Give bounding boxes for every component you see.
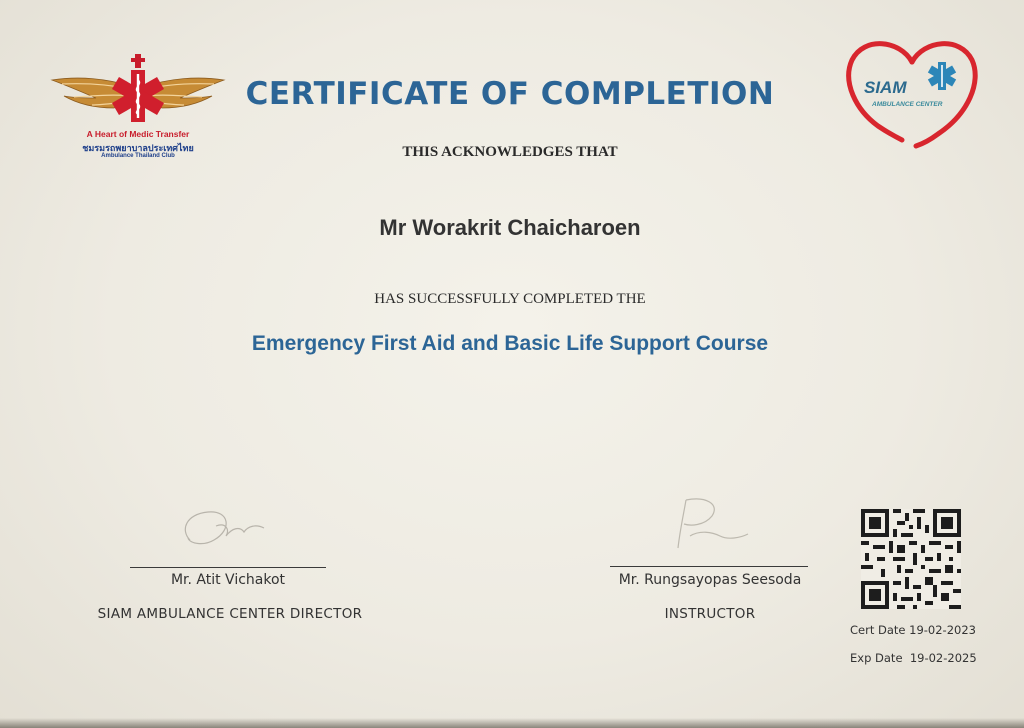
- ambulance-thailand-club-logo: [48, 52, 228, 172]
- completed-text: HAS SUCCESSFULLY COMPLETED THE: [374, 291, 646, 307]
- instructor-name: Mr. Rungsayopas Seesoda: [618, 572, 802, 588]
- director-name: Mr. Atit Vichakot: [170, 572, 286, 588]
- logo-left-tagline: A Heart of Medic Transfer: [86, 129, 190, 139]
- cert-date: Cert Date 19-02-2023: [850, 623, 976, 637]
- qr-code-icon: [860, 509, 962, 609]
- acknowledges-text: THIS ACKNOWLEDGES THAT: [402, 144, 618, 160]
- director-role: SIAM AMBULANCE CENTER DIRECTOR: [97, 606, 363, 622]
- instructor-signature-line: [610, 566, 808, 567]
- logo-right-subtitle: AMBULANCE CENTER: [872, 101, 943, 108]
- recipient-name: Mr Worakrit Chaicharoen: [379, 215, 641, 240]
- logo-left-english-name: Ambulance Thailand Club: [101, 153, 175, 159]
- paper-edge-shadow: [0, 718, 1024, 728]
- logo-right-brand: SIAM: [864, 78, 907, 97]
- heart-outline-icon: [842, 34, 982, 150]
- star-of-life-icon: [928, 62, 956, 90]
- course-name: Emergency First Aid and Basic Life Support Course: [251, 332, 769, 355]
- director-signature-line: [130, 567, 326, 568]
- winged-star-of-life-icon: [48, 52, 228, 132]
- instructor-role: INSTRUCTOR: [664, 606, 756, 622]
- director-signature: [160, 500, 290, 560]
- instructor-signature: [650, 490, 770, 560]
- siam-ambulance-center-logo: [842, 34, 982, 150]
- logo-left-thai-name: ชมรมรถพยาบาลประเทศไทย: [82, 143, 194, 153]
- exp-date: Exp Date 19-02-2025: [850, 651, 977, 665]
- certificate-title: CERTIFICATE OF COMPLETION: [245, 76, 775, 112]
